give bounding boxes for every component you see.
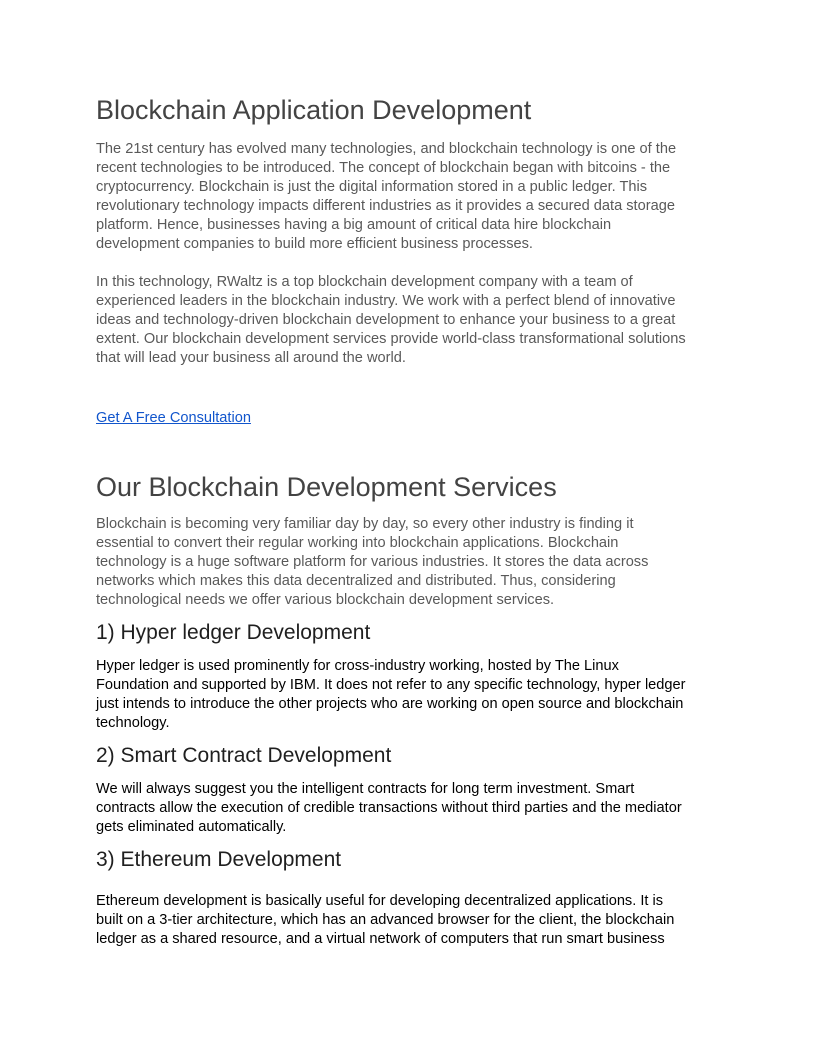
text-line: We will always suggest you the intelligent contracts for long term investment. Smart (96, 781, 635, 797)
service-text-hyperledger (96, 657, 720, 733)
text-line: Blockchain is becoming very familiar day by day, so every other industry is finding it (96, 516, 634, 532)
text-line: Foundation and supported by IBM. It does not refer to any specific technology, hyper ledger (96, 677, 686, 694)
text-line: technology is a huge software platform for various industries. It stores the data across (96, 554, 649, 571)
service-heading-smart-contract: 2) Smart Contract Development (96, 744, 392, 767)
service-heading-ethereum: 3) Ethereum Development (96, 848, 342, 871)
text-line: technology. (96, 715, 170, 732)
text-line: extent. Our blockchain development services provide world-class transformational solutions (96, 331, 686, 348)
service-heading-hyperledger: 1) Hyper ledger Development (96, 621, 371, 644)
text-line: gets eliminated automatically. (96, 819, 287, 836)
text-line: revolutionary technology impacts different industries as it provides a secured data storage (96, 198, 675, 215)
text-line: ideas and technology-driven blockchain development to enhance your business to a great (96, 312, 676, 329)
text-line: ledger as a shared resource, and a virtual network of computers that run smart business (96, 931, 665, 948)
services-intro-paragraph (96, 515, 720, 610)
text-line: recent technologies to be introduced. The concept of blockchain began with bitcoins - the (96, 160, 671, 177)
text-line: contracts allow the execution of credible transactions without third parties and the mediator (96, 800, 682, 817)
free-consultation-link[interactable]: Get A Free Consultation (96, 410, 251, 426)
page-title: Blockchain Application Development (96, 95, 532, 125)
text-line: built on a 3-tier architecture, which has an advanced browser for the client, the blockchain (96, 912, 675, 929)
service-text-ethereum (96, 892, 720, 949)
text-line: just intends to introduce the other projects who are working on open source and blockchain (96, 696, 684, 713)
text-line: technological needs we offer various blockchain development services. (96, 592, 555, 609)
text-line: The 21st century has evolved many technologies, and blockchain technology is one of the (96, 141, 677, 157)
text-line: essential to convert their regular working into blockchain applications. Blockchain (96, 535, 619, 552)
intro-paragraph-2 (96, 273, 720, 368)
text-line: that will lead your business all around the world. (96, 350, 406, 367)
text-line: Hyper ledger is used prominently for cross-industry working, hosted by The Linux (96, 658, 619, 674)
services-title: Our Blockchain Development Services (96, 472, 557, 502)
text-line: experienced leaders in the blockchain industry. We work with a perfect blend of innovative (96, 293, 676, 310)
intro-paragraph-1 (96, 140, 720, 255)
text-line: networks which makes this data decentralized and distributed. Thus, considering (96, 573, 616, 590)
text-line: development companies to build more efficient business processes. (96, 236, 533, 253)
service-text-smart-contract (96, 780, 720, 837)
text-line: In this technology, RWaltz is a top blockchain development company with a team of (96, 274, 633, 290)
text-line: Ethereum development is basically useful for developing decentralized applications. It is (96, 893, 664, 909)
text-line: cryptocurrency. Blockchain is just the digital information stored in a public ledger. This (96, 179, 648, 196)
text-line: platform. Hence, businesses having a big amount of critical data hire blockchain (96, 217, 612, 234)
